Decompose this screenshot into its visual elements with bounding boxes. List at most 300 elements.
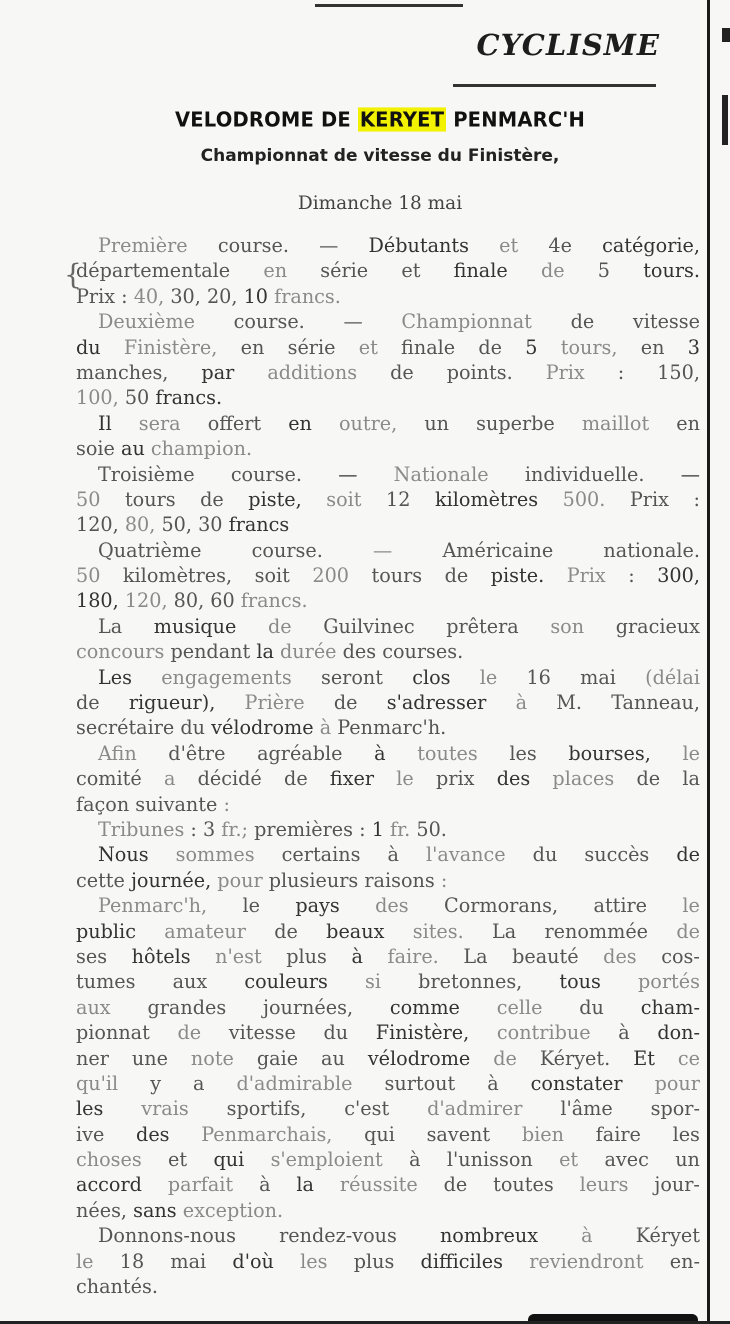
word: seront bbox=[320, 665, 383, 689]
word: tous bbox=[559, 970, 601, 994]
word: couleurs bbox=[244, 970, 328, 994]
word: fr.; bbox=[221, 817, 255, 841]
word: nationale. bbox=[603, 538, 700, 562]
word: 50. bbox=[416, 817, 447, 841]
word: plus bbox=[353, 1249, 395, 1273]
word: surtout bbox=[384, 1071, 456, 1095]
word: série bbox=[287, 335, 336, 359]
word: Les bbox=[98, 665, 132, 689]
word: sportifs, bbox=[226, 1097, 307, 1121]
top-column-rule bbox=[315, 4, 463, 7]
article-line bbox=[76, 1172, 700, 1197]
word: à bbox=[581, 1224, 593, 1248]
word: 120, bbox=[124, 589, 174, 613]
word: tours. bbox=[643, 259, 700, 283]
article-line bbox=[76, 512, 700, 537]
word: la bbox=[296, 1173, 314, 1197]
article-line bbox=[76, 639, 700, 664]
word: contribue bbox=[496, 1021, 591, 1045]
word: nombreux bbox=[439, 1224, 539, 1248]
word: et bbox=[168, 1148, 188, 1172]
word: 10 bbox=[243, 284, 275, 308]
word: l'âme bbox=[560, 1097, 613, 1121]
word: gracieux bbox=[615, 614, 700, 638]
word: ive bbox=[76, 1122, 105, 1146]
word: d'être bbox=[168, 741, 226, 765]
word: agréable bbox=[257, 741, 343, 765]
word: suivante bbox=[135, 792, 224, 816]
word: ses bbox=[76, 944, 108, 968]
word: 3 bbox=[687, 335, 700, 359]
word: constater bbox=[530, 1071, 623, 1095]
word: de bbox=[177, 1021, 202, 1045]
word: Tribunes bbox=[98, 817, 191, 841]
text-fragment bbox=[722, 28, 730, 42]
word: spor- bbox=[650, 1097, 700, 1121]
article-line bbox=[76, 538, 700, 563]
word: en bbox=[288, 411, 312, 435]
word: cos- bbox=[661, 944, 700, 968]
word: aux bbox=[172, 970, 208, 994]
word: catégorie, bbox=[602, 234, 700, 257]
word: de bbox=[267, 614, 292, 638]
word: 300, bbox=[657, 564, 700, 588]
word: 40, bbox=[133, 284, 171, 308]
word: 80, bbox=[173, 589, 211, 613]
word: de bbox=[478, 335, 503, 359]
word: des bbox=[136, 1122, 170, 1146]
article-line bbox=[76, 969, 700, 994]
word: public bbox=[76, 919, 136, 943]
word: prix bbox=[436, 767, 475, 791]
word: Penmarc'h, bbox=[98, 894, 208, 918]
word: kilomètres, bbox=[122, 564, 233, 588]
word: note bbox=[190, 1046, 234, 1070]
word: du bbox=[532, 843, 558, 867]
word: piste, bbox=[248, 487, 302, 511]
word: Première bbox=[98, 234, 188, 257]
word: 180, bbox=[76, 589, 125, 613]
word: d'où bbox=[232, 1249, 274, 1273]
word: rendez-vous bbox=[279, 1224, 397, 1248]
word: le bbox=[396, 767, 414, 791]
word: musique bbox=[153, 614, 237, 638]
word: — bbox=[373, 538, 393, 562]
word: par bbox=[201, 360, 235, 384]
word: comité bbox=[76, 767, 142, 791]
word: fixer bbox=[329, 767, 375, 791]
word: courses. bbox=[382, 640, 464, 664]
word: don- bbox=[657, 1021, 700, 1045]
word: Finistère, bbox=[375, 1021, 470, 1045]
word: de bbox=[274, 919, 298, 943]
word: du bbox=[180, 716, 212, 740]
word: concours bbox=[76, 640, 171, 664]
word: francs. bbox=[155, 386, 223, 410]
article-line bbox=[76, 868, 700, 893]
word: additions bbox=[267, 360, 358, 384]
word: la bbox=[256, 640, 281, 664]
word: 50 bbox=[124, 386, 156, 410]
word: du bbox=[76, 335, 101, 359]
word: de bbox=[676, 919, 700, 943]
word: de bbox=[570, 310, 595, 334]
word: 16 bbox=[526, 665, 551, 689]
word: course. bbox=[251, 538, 323, 562]
word: accord bbox=[76, 1173, 142, 1197]
word: à bbox=[319, 716, 338, 740]
word: finale bbox=[453, 259, 508, 283]
word: exception. bbox=[182, 1198, 284, 1222]
word: tumes bbox=[76, 970, 136, 994]
word: toutes bbox=[417, 741, 478, 765]
word: Prix bbox=[566, 564, 606, 588]
word: francs. bbox=[240, 589, 308, 613]
word: outre, bbox=[339, 411, 398, 435]
word: francs. bbox=[274, 284, 341, 308]
word: nées, bbox=[76, 1198, 134, 1222]
word: du bbox=[579, 995, 604, 1019]
word: plusieurs bbox=[268, 868, 365, 892]
word: Donnons-nous bbox=[98, 1224, 237, 1248]
word: 20, bbox=[206, 284, 244, 308]
word: La bbox=[98, 614, 123, 638]
word: des bbox=[603, 944, 637, 968]
word: les bbox=[300, 1249, 328, 1273]
word: Américaine bbox=[442, 538, 554, 562]
word: Penmarchais, bbox=[201, 1122, 333, 1146]
word: façon bbox=[76, 792, 136, 816]
section-title: CYCLISME bbox=[476, 28, 660, 62]
word: mai bbox=[170, 1249, 207, 1273]
word: rigueur), bbox=[128, 691, 216, 715]
word: vélodrome bbox=[367, 1046, 471, 1070]
word: : bbox=[190, 817, 203, 841]
search-highlight: KERYET bbox=[359, 107, 445, 132]
word: pionnat bbox=[76, 1021, 150, 1045]
word: à bbox=[618, 1021, 630, 1045]
word: soie bbox=[76, 437, 121, 461]
word: : bbox=[440, 868, 448, 892]
word: : bbox=[223, 792, 230, 816]
word: 4e bbox=[548, 234, 572, 257]
word: soit bbox=[254, 564, 290, 588]
word: La bbox=[492, 919, 517, 943]
word: Troisième bbox=[98, 462, 195, 486]
word: Il bbox=[98, 411, 112, 435]
word: portés bbox=[638, 970, 700, 994]
word: sites. bbox=[412, 919, 464, 943]
word: finale bbox=[401, 335, 456, 359]
word: francs bbox=[228, 513, 290, 537]
headline-prefix: VELODROME DE bbox=[174, 107, 358, 132]
word: grandes bbox=[147, 995, 227, 1019]
word: s'emploient bbox=[270, 1148, 383, 1172]
word: une bbox=[131, 1046, 168, 1070]
word: des bbox=[342, 640, 383, 664]
word: places bbox=[552, 767, 615, 791]
word: 50 bbox=[76, 564, 101, 588]
word: Nous bbox=[98, 843, 149, 867]
word: 5 bbox=[525, 335, 538, 359]
word: de bbox=[443, 1173, 468, 1197]
word: Cormorans, bbox=[444, 894, 559, 918]
word: de bbox=[676, 843, 700, 867]
word: les bbox=[509, 741, 537, 765]
article-line bbox=[76, 436, 700, 461]
word: kilomètres bbox=[435, 487, 539, 511]
article-line bbox=[76, 690, 700, 715]
word: jour- bbox=[654, 1173, 700, 1197]
word: ce bbox=[677, 1046, 700, 1070]
word: — bbox=[338, 462, 358, 486]
word: y bbox=[150, 1071, 162, 1095]
article-line bbox=[76, 715, 700, 740]
word: et bbox=[559, 1148, 579, 1172]
word: série bbox=[320, 259, 369, 283]
article-line bbox=[76, 842, 700, 867]
word: avec bbox=[604, 1148, 649, 1172]
word: de bbox=[390, 360, 414, 384]
word: pendant bbox=[170, 640, 257, 664]
article-line bbox=[76, 411, 700, 436]
word: pays bbox=[295, 894, 340, 918]
article-line bbox=[76, 1223, 700, 1248]
word: 18 bbox=[119, 1249, 145, 1273]
word: M. bbox=[556, 691, 583, 715]
article-subhead: Championnat de vitesse du Finistère, bbox=[200, 146, 560, 166]
word: 3 bbox=[202, 817, 222, 841]
word: l'avance bbox=[426, 843, 506, 867]
word: réussite bbox=[339, 1173, 418, 1197]
word: difficiles bbox=[420, 1249, 503, 1273]
word: des bbox=[375, 894, 409, 918]
word: points. bbox=[446, 360, 513, 384]
word: le bbox=[682, 894, 700, 918]
word: un bbox=[424, 411, 450, 435]
word: le bbox=[682, 741, 700, 765]
word: 500. bbox=[562, 487, 606, 511]
word: Afin bbox=[98, 741, 137, 765]
word: la bbox=[682, 767, 700, 791]
article-line bbox=[76, 792, 700, 817]
word: : bbox=[628, 564, 635, 588]
word: à bbox=[259, 1173, 271, 1197]
word: de bbox=[284, 767, 308, 791]
word: pour bbox=[654, 1071, 700, 1095]
word: les bbox=[672, 1122, 700, 1146]
word: Guilvinec bbox=[323, 614, 415, 638]
article-line bbox=[76, 665, 700, 690]
word: les bbox=[76, 1097, 104, 1121]
word: son bbox=[550, 614, 585, 638]
word: course. bbox=[233, 310, 305, 334]
headline-suffix: PENMARC'H bbox=[446, 107, 586, 132]
word: un bbox=[675, 1148, 700, 1172]
word: chantés. bbox=[76, 1275, 158, 1299]
article-line bbox=[76, 1249, 700, 1274]
word: plus bbox=[286, 944, 327, 968]
word: à bbox=[409, 1148, 421, 1172]
word: 30, bbox=[170, 284, 207, 308]
word: de bbox=[493, 1046, 517, 1070]
word: pour bbox=[217, 868, 269, 892]
word: Championnat bbox=[401, 310, 532, 334]
word: : bbox=[693, 487, 700, 511]
article-line bbox=[76, 741, 700, 766]
word: à bbox=[387, 843, 399, 867]
word: qu'il bbox=[76, 1071, 119, 1095]
word: comme bbox=[389, 995, 460, 1019]
article-body bbox=[76, 233, 700, 1299]
word: savent bbox=[426, 1122, 491, 1146]
word: de bbox=[200, 487, 224, 511]
word: mai bbox=[580, 665, 616, 689]
word: — bbox=[319, 234, 339, 257]
article-line bbox=[76, 1198, 700, 1223]
word: champion. bbox=[150, 437, 253, 461]
word: course. bbox=[217, 234, 289, 257]
article-line bbox=[76, 944, 700, 969]
word: soit bbox=[326, 487, 362, 511]
article-line bbox=[76, 309, 700, 334]
word: reviendront bbox=[529, 1249, 644, 1273]
article-line bbox=[76, 1020, 700, 1045]
word: cette bbox=[76, 868, 131, 892]
article-headline bbox=[0, 107, 730, 131]
word: Kéryet bbox=[635, 1224, 700, 1248]
word: faire bbox=[595, 1122, 641, 1146]
article-line bbox=[76, 919, 700, 944]
article-line bbox=[76, 588, 700, 613]
article-dateline: Dimanche 18 mai bbox=[297, 193, 463, 214]
word: Prière bbox=[244, 691, 305, 715]
article-line bbox=[76, 995, 700, 1020]
word: sans bbox=[133, 1198, 183, 1222]
word: leurs bbox=[579, 1173, 629, 1197]
word: maillot bbox=[581, 411, 650, 435]
word: tours, bbox=[560, 335, 618, 359]
article-line bbox=[76, 385, 700, 410]
word: 120, bbox=[76, 513, 125, 537]
word: prêtera bbox=[446, 614, 519, 638]
article-line bbox=[76, 817, 700, 842]
word: Nationale bbox=[393, 462, 489, 486]
word: parfait bbox=[167, 1173, 234, 1197]
word: 1 bbox=[371, 817, 390, 841]
word: vélodrome bbox=[211, 716, 320, 740]
article-line bbox=[76, 1122, 700, 1147]
word: de bbox=[444, 564, 469, 588]
word: Kéryet. bbox=[539, 1046, 611, 1070]
word: : bbox=[617, 360, 625, 384]
word: et bbox=[499, 234, 519, 257]
article-line bbox=[76, 766, 700, 791]
word: 200 bbox=[312, 564, 349, 588]
article-line bbox=[76, 563, 700, 588]
article-line bbox=[76, 893, 700, 918]
word: manches, bbox=[76, 360, 169, 384]
word: La bbox=[463, 944, 488, 968]
article-line bbox=[76, 284, 700, 309]
word: vitesse bbox=[632, 310, 700, 334]
word: des bbox=[496, 767, 531, 791]
word: 100, bbox=[76, 386, 125, 410]
word: raisons bbox=[364, 868, 441, 892]
word: Quatrième bbox=[98, 538, 202, 562]
word: bien bbox=[521, 1122, 564, 1146]
word: 12 bbox=[386, 487, 411, 511]
word: tours bbox=[371, 564, 423, 588]
word: a bbox=[163, 767, 176, 791]
word: offert bbox=[207, 411, 262, 435]
article-line bbox=[76, 614, 700, 639]
word: le bbox=[76, 1249, 94, 1273]
word: durée bbox=[280, 640, 343, 664]
word: à bbox=[374, 741, 386, 765]
word: beauté bbox=[512, 944, 579, 968]
word: 80, bbox=[124, 513, 162, 537]
article-line bbox=[76, 487, 700, 512]
article-line bbox=[76, 1071, 700, 1096]
word: qui bbox=[364, 1122, 395, 1146]
word: au bbox=[121, 437, 151, 461]
margin-bracket-mark: { bbox=[64, 258, 82, 291]
word: d'admirable bbox=[236, 1071, 353, 1095]
word: — bbox=[680, 462, 700, 486]
word: cham- bbox=[640, 995, 700, 1019]
word: Prix bbox=[76, 284, 122, 308]
word: 5 bbox=[597, 259, 610, 283]
word: en bbox=[640, 335, 665, 359]
section-title-rule bbox=[453, 84, 656, 87]
word: superbe bbox=[476, 411, 555, 435]
word: toutes bbox=[493, 1173, 554, 1197]
article-line bbox=[76, 233, 700, 258]
word: bourses, bbox=[568, 741, 651, 765]
word: : bbox=[121, 284, 134, 308]
word: décidé bbox=[197, 767, 262, 791]
word: en- bbox=[669, 1249, 700, 1273]
word: bretonnes, bbox=[418, 970, 523, 994]
word: s'adresser bbox=[386, 691, 487, 715]
word: Et bbox=[633, 1046, 655, 1070]
word: Finistère, bbox=[123, 335, 218, 359]
article-line bbox=[76, 1147, 700, 1172]
word: le bbox=[242, 894, 260, 918]
word: de bbox=[76, 691, 100, 715]
word: aux bbox=[76, 995, 111, 1019]
word: piste. bbox=[490, 564, 545, 588]
word: faire. bbox=[387, 944, 439, 968]
word: de bbox=[333, 691, 358, 715]
word: en bbox=[263, 259, 288, 283]
article-line bbox=[76, 335, 700, 360]
word: — bbox=[343, 310, 363, 334]
word: 50, bbox=[161, 513, 199, 537]
word: en bbox=[676, 411, 700, 435]
word: Débutants bbox=[368, 234, 469, 257]
word: 30 bbox=[198, 513, 229, 537]
word: journées, bbox=[263, 995, 354, 1019]
word: 60 bbox=[210, 589, 241, 613]
word: le bbox=[479, 665, 498, 689]
word: et bbox=[401, 259, 421, 283]
word: n'est bbox=[215, 944, 262, 968]
word: tours bbox=[124, 487, 176, 511]
word: Prix bbox=[545, 360, 585, 384]
word: Penmarc'h. bbox=[337, 716, 447, 740]
